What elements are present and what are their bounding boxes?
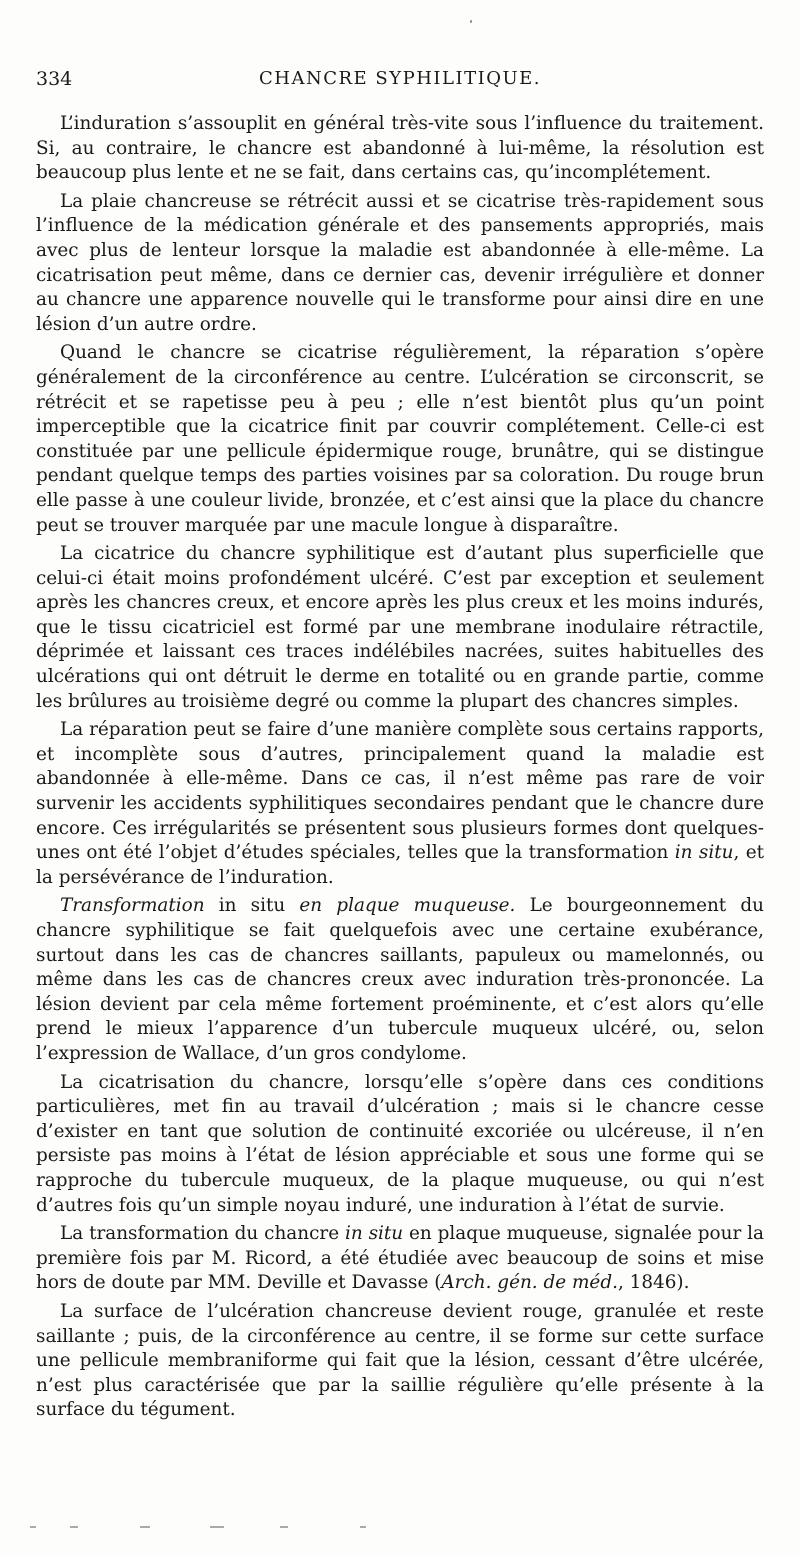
text-run: L’induration s’assouplit en général très-vite sous l’influence du traitement. Si, au contraire, le chancre est abandonné à lui-même, la résolution est beaucoup plus lente et ne se fait, dans certains cas, qu’incomplétement. (36, 113, 764, 184)
page-header (36, 68, 764, 98)
text-run: La cicatrisation du chancre, lorsqu’elle s’opère dans ces conditions particulières, met fin au travail d’ulcération ; mais si le chancre cesse d’exister en tant que solution de continuité excoriée ou ulcéreuse, il n’en persiste pas moins à l’état de lésion appréciable et sous une forme qui se rapproche du tubercule muqueux, de la plaque muqueuse, ou qui n’est d’autres fois qu’un simple noyau induré, une induration à l’état de survie. (36, 1071, 764, 1216)
italic-text: en plaque muqueuse. (299, 895, 516, 917)
italic-text: in situ (674, 842, 734, 864)
running-title: CHANCRE SYPHILITIQUE. (258, 68, 541, 89)
print-speck (470, 20, 472, 23)
text-run: La surface de l’ulcération chancreuse devient rouge, granulée et reste saillante ; puis, de la circonférence au centre, il se forme sur cette surface une pellicule membraniforme qui fait que la lésion, cessant d’être ulcérée, n’est plus caractérisée que par la saillie régulière qu’elle présente à la surface du tégument. (36, 1300, 764, 1421)
italic-text: Arch. gén. de méd. (441, 1272, 618, 1294)
paragraph (36, 341, 764, 538)
text-run: Le bourgeonnement du chancre syphilitique se fait quelquefois avec une certaine exubérance, surtout dans les cas de chancres saillants, papuleux ou mamelonnés, ou même dans les cas de chancres creux avec induration très-prononcée. La lésion devient par cela même fortement proéminente, et c’est alors qu’elle prend le mieux l’apparence d’un tubercule muqueux ulcéré, ou, selon l’expression de Wallace, d’un gros condylome. (36, 895, 764, 1064)
paragraph (36, 542, 764, 714)
paragraph (36, 112, 764, 186)
text-run: La plaie chancreuse se rétrécit aussi et se cicatrise très-rapidement sous l’influence de la médication générale et des pansements appropriés, mais avec plus de lenteur lorsque la maladie est abandonnée à elle-même. La cicatrisation peut même, dans ce dernier cas, devenir irrégulière et donner au chancre une apparence nouvelle qui le transforme pour ainsi dire en une lésion d’un autre ordre. (36, 190, 764, 335)
text-run: Quand le chancre se cicatrise régulièrement, la réparation s’opère généralement de la circonférence au centre. L’ulcération se circonscrit, se rétrécit et se rapetisse peu à peu ; elle n’est bientôt plus qu’un point imperceptible que la cicatrice finit par couvrir complétement. Celle-ci est constituée par une pellicule épidermique rouge, brunâtre, qui se distingue pendant quelque temps des parties voisines par sa coloration. Du rouge brun elle passe à une couleur livide, bronzée, et c’est ainsi que la place du chancre peut se trouver marquée par une macule longue à disparaître. (36, 342, 764, 536)
text-run: en plaque muqueuse, signalée pour la première fois par M. Ricord, a été étudiée avec beaucoup de soins et mise hors de doute par MM. Deville et Davasse ( (36, 1223, 764, 1294)
paragraph (36, 1071, 764, 1219)
paragraph (36, 1300, 764, 1423)
text-run: , 1846). (617, 1272, 690, 1294)
paragraph (36, 190, 764, 338)
page-number: 334 (36, 68, 73, 90)
italic-text: Transformation (60, 895, 205, 917)
italic-text: in situ (344, 1223, 404, 1245)
text-run: in situ (204, 895, 300, 917)
body-text (36, 112, 764, 1427)
text-run: , et la persévérance de l’induration. (36, 842, 764, 888)
text-run: La transformation du chancre (60, 1223, 345, 1245)
paragraph (36, 894, 764, 1066)
text-run: La cicatrice du chancre syphilitique est d’autant plus superficielle que celui-ci était moins profondément ulcéré. C’est par exception et seulement après les chancres creux, et encore après les plus creux et les moins indurés, que le tissu cicatriciel est formé par une membrane inodulaire rétractile, déprimée et laissant ces traces indélébiles nacrées, suites habituelles des ulcérations qui ont détruit le derme en totalité ou en grande partie, comme les brûlures au troisième degré ou comme la plupart des chancres simples. (36, 543, 764, 712)
paragraph (36, 718, 764, 890)
print-noise (30, 1526, 770, 1530)
paragraph (36, 1222, 764, 1296)
text-run: La réparation peut se faire d’une manière complète sous certains rapports, et incomplète sous d’autres, principalement quand la maladie est abandonnée à elle-même. Dans ce cas, il n’est même pas rare de voir survenir les accidents syphilitiques secondaires pendant que le chancre dure encore. Ces irrégularités se présentent sous plusieurs formes dont quelques-unes ont été l’objet d’études spéciales, telles que la transformation (36, 719, 764, 864)
